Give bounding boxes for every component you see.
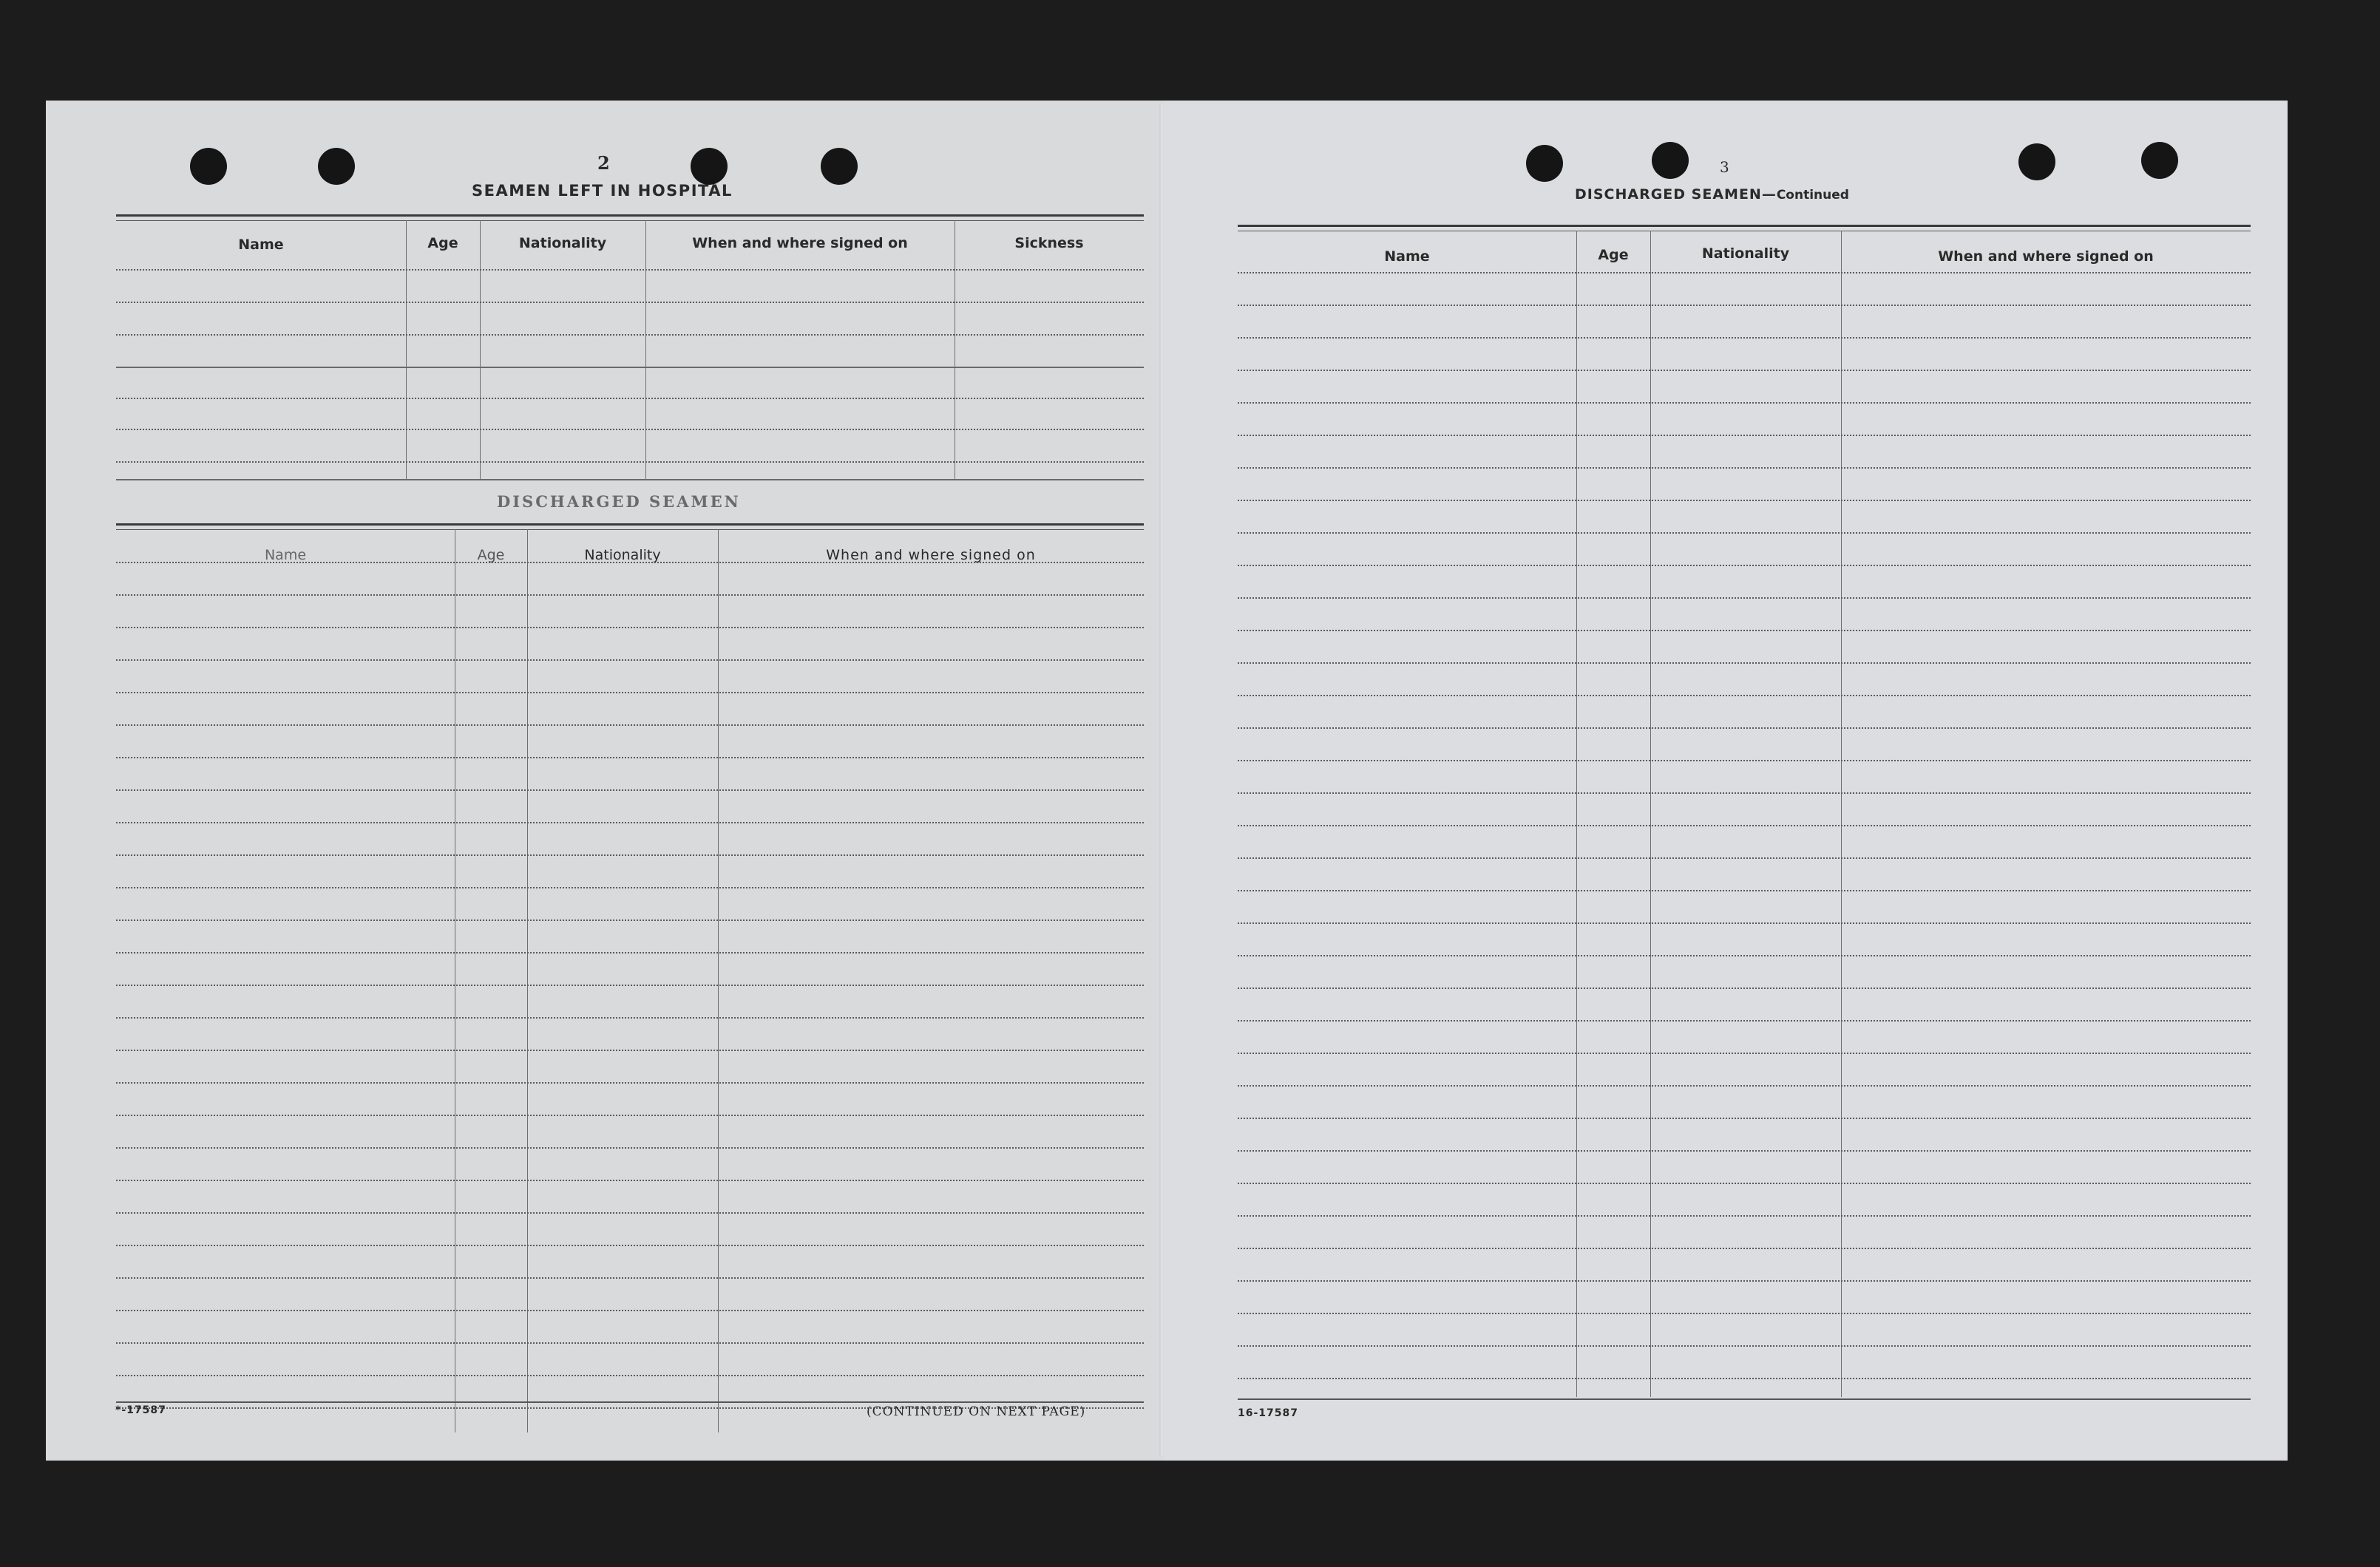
- ruled-row-line: [1238, 890, 2251, 891]
- ruled-row-line: [116, 692, 1144, 693]
- column-header-age: Age: [427, 235, 458, 251]
- ruled-row-line: [1238, 760, 2251, 761]
- column-header-signed-on: When and where signed on: [692, 235, 908, 251]
- form-code: 16-17587: [1238, 1407, 1298, 1419]
- ruled-row-line: [1238, 1085, 2251, 1087]
- ruled-row-line: [116, 1017, 1144, 1019]
- ruled-row-line: [116, 1082, 1144, 1084]
- ruled-row-line: [116, 1050, 1144, 1051]
- ruled-row-line: [116, 757, 1144, 758]
- ruled-row-line: [1238, 1183, 2251, 1184]
- page-number: 3: [1720, 158, 1729, 176]
- ruled-row-line: [1238, 532, 2251, 534]
- punch-hole: [2141, 142, 2178, 179]
- punch-hole: [318, 148, 355, 185]
- ruled-row-line: [1238, 662, 2251, 664]
- ruled-row-line: [116, 594, 1144, 596]
- ruled-row-line: [116, 1310, 1144, 1311]
- column-header-sickness: Sickness: [1014, 235, 1084, 251]
- page-number: 2: [597, 152, 610, 174]
- ruled-row-line: [1238, 1248, 2251, 1249]
- ruled-row-line: [116, 1342, 1144, 1344]
- ruled-row-line: [1238, 955, 2251, 956]
- ruled-row-line: [1238, 305, 2251, 306]
- ruled-row-line: [1238, 565, 2251, 566]
- hospital-section-title: SEAMEN LEFT IN HOSPITAL: [472, 182, 733, 200]
- discharged-table: [116, 523, 1144, 1432]
- ruled-row-line: [1238, 792, 2251, 794]
- ruled-row-line: [1238, 1313, 2251, 1314]
- ruled-row-line: [116, 627, 1144, 628]
- continued-note: (CONTINUED ON NEXT PAGE): [867, 1404, 1086, 1419]
- ruled-row-line: [116, 1277, 1144, 1279]
- discharged-continued-title: DISCHARGED SEAMEN—Continued: [1575, 186, 1849, 203]
- ruled-row-line: [116, 1147, 1144, 1149]
- form-code: *-17587: [115, 1404, 166, 1416]
- ruled-row-line: [1238, 1345, 2251, 1347]
- ruled-row-line: [116, 1245, 1144, 1246]
- ruled-row-line: [1238, 370, 2251, 371]
- ruled-row-line: [116, 659, 1144, 661]
- left-page: [46, 101, 1164, 1461]
- ruled-row-line: [1238, 337, 2251, 339]
- ruled-row-line: [116, 562, 1144, 563]
- column-header-nationality: Nationality: [584, 547, 661, 563]
- ruled-row-line: [1238, 597, 2251, 599]
- ruled-row-line: [116, 822, 1144, 823]
- ruled-row-line: [116, 1212, 1144, 1214]
- column-header-name: Name: [1384, 248, 1430, 265]
- ruled-row-line: [1238, 1378, 2251, 1379]
- ruled-row-line: [1238, 727, 2251, 729]
- ruled-row-line: [116, 854, 1144, 856]
- punch-hole: [1652, 142, 1689, 179]
- ruled-row-line: [1238, 1215, 2251, 1217]
- ruled-row-line: [116, 887, 1144, 888]
- ruled-row-line: [1238, 272, 2251, 273]
- punch-hole: [691, 148, 728, 185]
- ruled-row-line: [1238, 1020, 2251, 1022]
- column-header-name: Name: [264, 547, 307, 563]
- ruled-row-line: [1238, 988, 2251, 989]
- ruled-row-line: [1238, 857, 2251, 859]
- punch-hole: [1526, 145, 1563, 182]
- column-header-nationality: Nationality: [518, 235, 607, 251]
- ruled-row-line: [1238, 1280, 2251, 1282]
- ruled-row-line: [116, 789, 1144, 791]
- ruled-row-line: [116, 724, 1144, 726]
- ruled-row-line: [1238, 402, 2251, 404]
- column-header-name: Name: [238, 237, 284, 253]
- ruled-row-line: [1238, 467, 2251, 469]
- discharged-section-title: DISCHARGED SEAMEN: [497, 492, 741, 511]
- ruled-row-line: [1238, 1118, 2251, 1119]
- punch-hole: [190, 148, 227, 185]
- ruled-row-line: [1238, 500, 2251, 501]
- ruled-row-line: [1238, 922, 2251, 924]
- ruled-row-line: [1238, 1150, 2251, 1152]
- ruled-row-line: [1238, 630, 2251, 631]
- ruled-row-line: [1238, 1053, 2251, 1054]
- ruled-row-line: [116, 1180, 1144, 1181]
- ruled-row-line: [116, 1375, 1144, 1376]
- discharged-continued-table: [1238, 225, 2251, 1432]
- ruled-row-line: [1238, 435, 2251, 436]
- punch-hole: [821, 148, 858, 185]
- column-header-signed-on: When and where signed on: [1938, 248, 2154, 265]
- column-header-age: Age: [477, 547, 505, 563]
- ruled-row-line: [116, 985, 1144, 986]
- column-header-nationality: Nationality: [1701, 245, 1790, 262]
- ruled-row-line: [116, 920, 1144, 921]
- ruled-row-line: [116, 952, 1144, 954]
- column-header-age: Age: [1598, 247, 1629, 263]
- column-header-signed-on: When and where signed on: [826, 547, 1036, 563]
- ruled-row-line: [1238, 825, 2251, 826]
- ruled-row-line: [116, 1115, 1144, 1116]
- punch-hole: [2018, 143, 2055, 180]
- right-page: [1164, 101, 2288, 1461]
- ruled-row-line: [1238, 695, 2251, 696]
